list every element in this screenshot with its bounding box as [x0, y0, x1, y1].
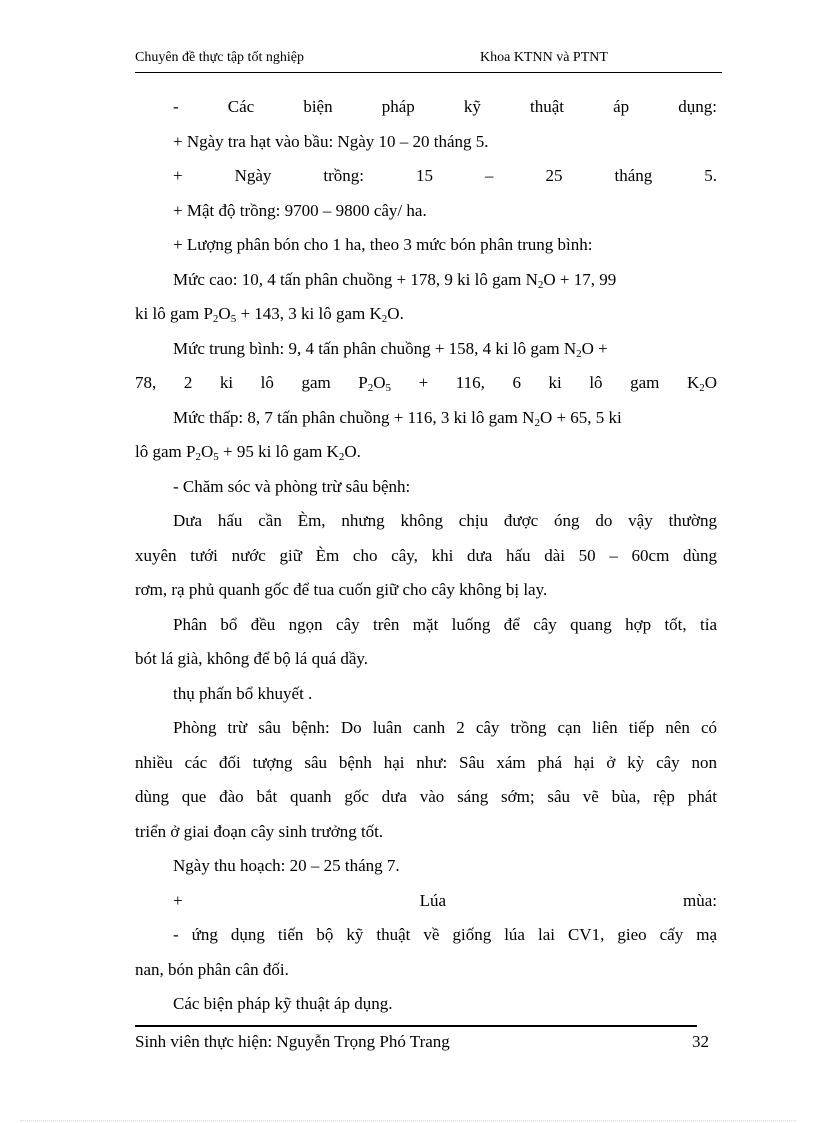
- paragraph-line: 78, 2 ki lô gam $P_2O_5 + 116$, 6 ki lô gam $K_2O$: [135, 373, 717, 394]
- paragraph-line: - Chăm sóc và phòng trừ sâu bệnh:: [173, 476, 411, 496]
- footer-author: Sinh viên thực hiện: Nguyễn Trọng Phó Trang: [135, 1032, 450, 1051]
- paragraph-line: Mức trung bình: 9, 4 tấn phân chuồng + 158, 4 ki lô gam $N_2O$ +: [173, 338, 608, 360]
- paragraph-line: nhiều các đối tượng sâu bệnh hại như: Sâu xám phá hại ở kỳ cây non: [135, 752, 717, 772]
- paragraph-line: Mức cao: 10, 4 tấn phân chuồng + 178, 9 ki lô gam $N_2O + 17$, 99: [173, 269, 617, 291]
- page-header: [135, 50, 722, 73]
- paragraph-line: - ứng dụng tiến bộ kỹ thuật về giống lúa lai CV1, gieo cấy mạ: [173, 925, 717, 944]
- paragraph-line: bót lá già, không để bộ lá quá dầy.: [135, 649, 369, 668]
- paragraph-line: triển ở giai đoạn cây sinh trưởng tốt.: [135, 821, 384, 841]
- paragraph-line: Phân bổ đều ngọn cây trên mặt luống để cây quang hợp tốt, tỉa: [173, 614, 717, 634]
- page-number: 32: [692, 1032, 709, 1051]
- paragraph-line: Mức thấp: 8, 7 tấn phân chuồng + 116, 3 ki lô gam $N_2O + 65$, 5 ki: [173, 407, 622, 429]
- paragraph-line: + Ngày trồng: 15 – 25 tháng 5.: [173, 166, 717, 185]
- paragraph-line: - Các biện pháp kỹ thuật áp dụng:: [173, 97, 717, 116]
- paragraph-line: + Lúa mùa:: [173, 890, 717, 910]
- document-body: [135, 92, 717, 1024]
- paragraph-line: + Mật độ trồng: 9700 – 9800 cây/ ha.: [173, 200, 427, 220]
- paragraph-line: + Ngày tra hạt vào bầu: Ngày 10 – 20 tháng 5.: [173, 131, 489, 151]
- page-bottom-border: [20, 1120, 796, 1121]
- footer-divider: [135, 1025, 697, 1027]
- paragraph-line: lô gam $P_2O_5 + 95$ ki lô gam $K_2O$.: [135, 442, 361, 463]
- paragraph-line: rơm, rạ phủ quanh gốc để tua cuốn giữ cho cây không bị lay.: [135, 580, 548, 599]
- paragraph-line: + Lượng phân bón cho 1 ha, theo 3 mức bón phân trung bình:: [173, 235, 593, 254]
- paragraph-line: dùng que đào bắt quanh gốc dưa vào sáng sớm; sâu vẽ bùa, rệp phát: [135, 787, 717, 806]
- header-left-text: Chuyên đề thực tập tốt nghiệp: [135, 50, 304, 65]
- paragraph-line: nan, bón phân cân đối.: [135, 959, 289, 979]
- paragraph-line: Dưa hấu cần Èm, nhưng không chịu được óng do vậy thường: [173, 511, 717, 530]
- paragraph-line: Các biện pháp kỹ thuật áp dụng.: [173, 994, 393, 1013]
- header-right-text: Khoa KTNN và PTNT: [480, 50, 608, 65]
- paragraph-line: xuyên tưới nước giữ Èm cho cây, khi dưa hấu dài 50 – 60cm dùng: [135, 545, 717, 565]
- paragraph-line: Ngày thu hoạch: 20 – 25 tháng 7.: [173, 856, 400, 875]
- page-footer: [135, 1030, 717, 1053]
- paragraph-line: ki lô gam $P_2O_5 + 143$, 3 ki lô gam $K_2O$.: [135, 304, 404, 325]
- paragraph-line: thụ phấn bổ khuyết .: [173, 683, 313, 703]
- paragraph-line: Phòng trừ sâu bệnh: Do luân canh 2 cây trồng cạn liên tiếp nên có: [173, 718, 717, 737]
